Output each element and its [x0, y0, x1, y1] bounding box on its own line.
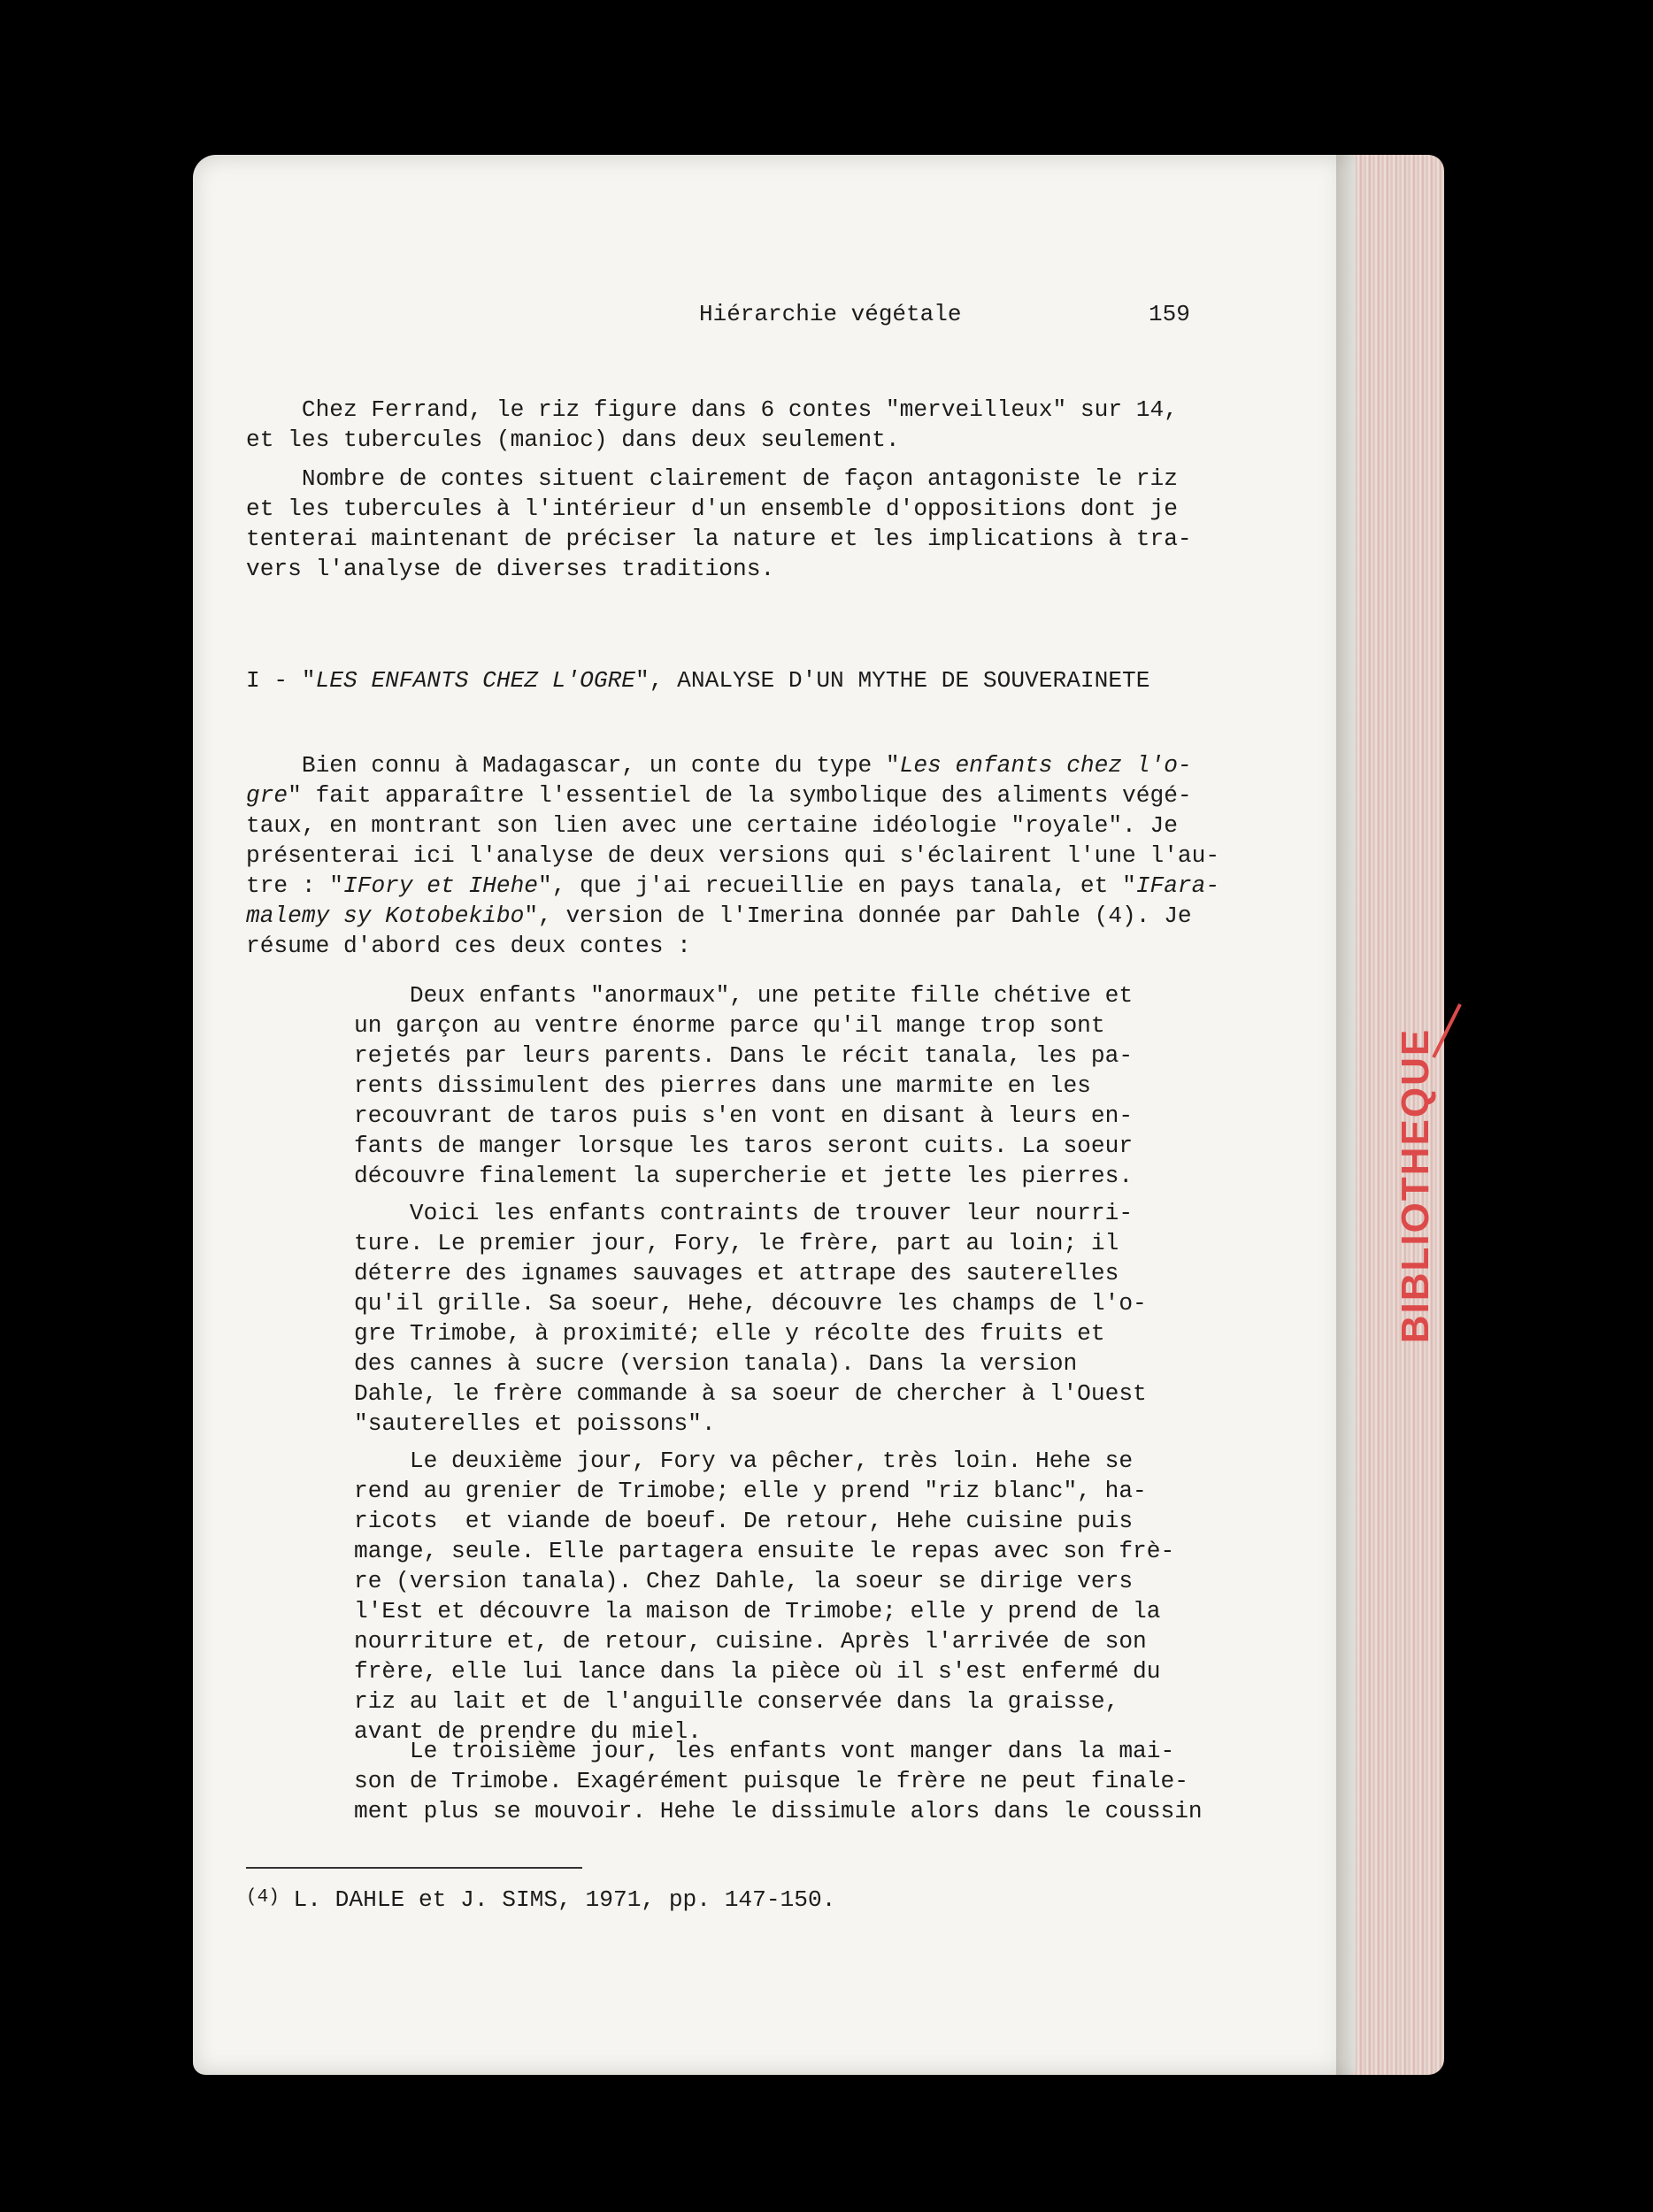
paragraph-3-line-6-italic: malemy sy Kotobekibo: [246, 902, 525, 929]
paragraph-3-line-2: [246, 780, 1192, 811]
quote-3-line-1: Le deuxième jour, Fory va pêcher, très loin. Hehe se: [354, 1448, 1134, 1474]
quote-3-line-6: l'Est et découvre la maison de Trimobe; elle y prend de la: [354, 1598, 1161, 1624]
paragraph-1-line-1: Chez Ferrand, le riz figure dans 6 contes "merveilleux" sur 14,: [246, 396, 1178, 423]
paragraph-3-line-4: présenterai ici l'analyse de deux versions qui s'éclairent l'une l'au-: [246, 842, 1220, 869]
section-heading-suffix: ", ANALYSE D'UN MYTHE DE SOUVERAINETE: [635, 667, 1150, 694]
quote-1-line-6: fants de manger lorsque les taros seront cuits. La soeur: [354, 1133, 1134, 1159]
page-number: 159: [1149, 301, 1190, 327]
quote-2-line-2: ture. Le premier jour, Fory, le frère, part au loin; il: [354, 1230, 1119, 1256]
paragraph-3-line-2-text: " fait apparaître l'essentiel de la symbolique des aliments végé-: [288, 782, 1192, 809]
quote-2-line-5: gre Trimobe, à proximité; elle y récolte des fruits et: [354, 1320, 1105, 1347]
paragraph-2-line-2: et les tubercules à l'intérieur d'un ensemble d'oppositions dont je: [246, 495, 1178, 522]
quote-3-line-8: frère, elle lui lance dans la pièce où il s'est enfermé du: [354, 1658, 1161, 1685]
paragraph-3-line-1-text: Bien connu à Madagascar, un conte du type ": [246, 752, 900, 779]
quote-3-line-10: avant de prendre du miel.: [354, 1718, 702, 1745]
paragraph-3-line-5-text-b: ", que j'ai recueillie en pays tanala, et ": [538, 872, 1136, 899]
section-heading: [246, 665, 1150, 696]
quote-2-line-3: déterre des ignames sauvages et attrape des sauterelles: [354, 1260, 1119, 1286]
quote-4-line-3: ment plus se mouvoir. Hehe le dissimule alors dans le coussin: [354, 1798, 1203, 1824]
footnote: [246, 1883, 835, 1916]
footnote-text: L. DAHLE et J. SIMS, 1971, pp. 147-150.: [279, 1886, 836, 1913]
quote-3-line-5: re (version tanala). Chez Dahle, la soeur se dirige vers: [354, 1568, 1134, 1594]
paragraph-3-line-2-italic: gre: [246, 782, 288, 809]
quote-3-line-3: ricots et viande de boeuf. De retour, Hehe cuisine puis: [354, 1508, 1134, 1534]
quote-1-line-5: recouvrant de taros puis s'en vont en disant à leurs en-: [354, 1102, 1134, 1129]
quote-3-line-4: mange, seule. Elle partagera ensuite le repas avec son frè-: [354, 1538, 1175, 1564]
paragraph-1-line-2: et les tubercules (manioc) dans deux seulement.: [246, 426, 900, 453]
paragraph-3-line-1: [246, 750, 1192, 781]
quote-1-line-4: rents dissimulent des pierres dans une marmite en les: [354, 1072, 1091, 1099]
paragraph-3-line-5: [246, 871, 1219, 902]
section-heading-title: LES ENFANTS CHEZ L'OGRE: [315, 667, 636, 694]
footnote-rule: [246, 1867, 582, 1869]
quote-2-line-4: qu'il grille. Sa soeur, Hehe, découvre les champs de l'o-: [354, 1290, 1147, 1317]
paragraph-2-line-3: tenterai maintenant de préciser la nature et les implications à tra-: [246, 526, 1192, 552]
paragraph-3-line-6-text: ", version de l'Imerina donnée par Dahle (4). Je: [524, 902, 1192, 929]
paragraph-2-line-1: Nombre de contes situent clairement de façon antagoniste le riz: [246, 465, 1178, 492]
quote-1-line-2: un garçon au ventre énorme parce qu'il mange trop sont: [354, 1012, 1105, 1039]
paragraph-3-line-6: [246, 901, 1192, 932]
quote-3-line-2: rend au grenier de Trimobe; elle y prend "riz blanc", ha-: [354, 1478, 1147, 1504]
quote-3-line-9: riz au lait et de l'anguille conservée dans la graisse,: [354, 1688, 1119, 1715]
quote-1-line-3: rejetés par leurs parents. Dans le récit tanala, les pa-: [354, 1042, 1134, 1069]
quote-2-line-8: "sauterelles et poissons".: [354, 1410, 716, 1437]
quote-2-line-1: Voici les enfants contraints de trouver leur nourri-: [354, 1200, 1134, 1226]
paragraph-3-line-3: taux, en montrant son lien avec une certaine idéologie "royale". Je: [246, 812, 1178, 839]
paragraph-3-line-5-italic-a: IFory et IHehe: [343, 872, 539, 899]
paragraph-2-line-4: vers l'analyse de diverses traditions.: [246, 556, 775, 582]
paragraph-3-line-5-italic-b: IFara-: [1135, 872, 1220, 899]
quote-3-line-7: nourriture et, de retour, cuisine. Après l'arrivée de son: [354, 1628, 1147, 1655]
quote-1-line-1: Deux enfants "anormaux", une petite fille chétive et: [354, 982, 1134, 1009]
quote-4-line-2: son de Trimobe. Exagérément puisque le frère ne peut finale-: [354, 1768, 1188, 1794]
footnote-marker: (4): [246, 1887, 280, 1908]
paragraph-3-line-1-italic: Les enfants chez l'o-: [899, 752, 1192, 779]
paragraph-3-line-5-text-a: tre : ": [246, 872, 344, 899]
quote-2-line-6: des cannes à sucre (version tanala). Dans la version: [354, 1350, 1078, 1377]
quote-2-line-7: Dahle, le frère commande à sa soeur de chercher à l'Ouest: [354, 1380, 1147, 1407]
paragraph-3-line-7: résume d'abord ces deux contes :: [246, 933, 691, 959]
library-stamp: BIBLIOTHEQUE: [1394, 1027, 1437, 1344]
quote-1-line-7: découvre finalement la supercherie et jette les pierres.: [354, 1163, 1134, 1189]
section-heading-prefix: I - ": [246, 667, 316, 694]
running-title: Hiérarchie végétale: [699, 301, 962, 327]
quote-4-line-1: Le troisième jour, les enfants vont manger dans la mai-: [354, 1738, 1175, 1764]
